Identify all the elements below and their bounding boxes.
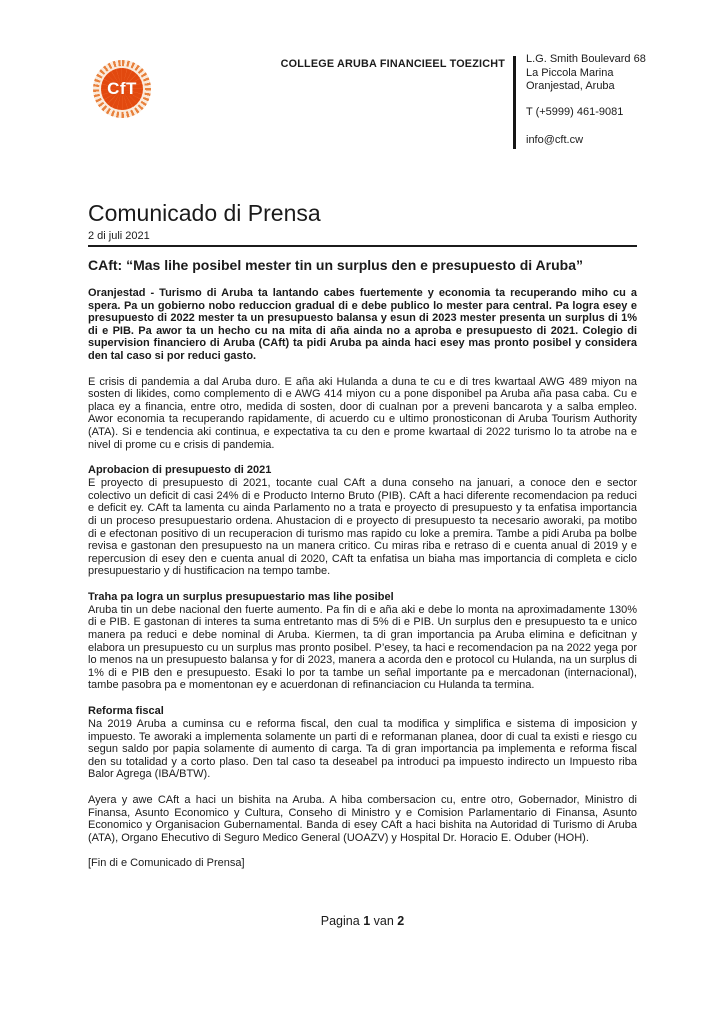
document-date: 2 di juli 2021 — [88, 230, 150, 242]
document-title: Comunicado di Prensa — [88, 200, 321, 226]
page-footer — [88, 914, 637, 928]
title-rule — [88, 245, 637, 247]
section-heading-budget-surplus: Traha pa logra un surplus presupuestario mas lihe posibel — [88, 590, 394, 603]
page-label: Pagina — [320, 914, 360, 928]
address-line: Oranjestad, Aruba — [526, 80, 615, 92]
address-line: L.G. Smith Boulevard 68 — [526, 53, 646, 65]
cft-logo-seal-icon — [101, 68, 143, 110]
lead-paragraph: Oranjestad - Turismo di Aruba ta lantando cabes fuertemente y economia ta recuperando miho cu a spera. Pa un gobierno nobo reduccion gradual di e debe publico lo mester para central. Pa logra esey e presupuesto di 2022 mester ta un presupuesto balansa y esun di 2023 mester presenta un surplus di 1% di e PIB. Pa awor ta un hecho cu na mita di aña ainda no a aproba e presupuesto di 2021. Colegio di supervision financiero di Aruba (CAft) ta pidi Aruba pa ainda haci esey mas pronto posibel y considera den tal caso si por reduci gasto. — [88, 287, 637, 362]
cft-logo — [93, 60, 151, 118]
section-paragraph: Na 2019 Aruba a cuminsa cu e reforma fiscal, den cual ta modifica y simplifica e sistema di imposicion y impuesto. Te aworaki a implementa solamente un parti di e reformanan planea, door di cual ta existi e riesgo cu segun saldo por papia solamente di aumento di carga. Ta di gran importancia pa implementa e reforma fiscal den su totalidad y a corto plaso. Den tal caso ta deseabel pa introduci pa impuesto indirecto un Impuesto riba Balor Agrega (IBA/BTW). — [88, 718, 637, 781]
press-release-headline: CAft: “Mas lihe posibel mester tin un surplus den e presupuesto di Aruba” — [88, 257, 583, 273]
section-paragraph: E proyecto di presupuesto di 2021, tocante cual CAft a duna conseho na januari, a conoce den e sector colectivo un deficit di casi 24% di e Producto Interno Bruto (PIB). CAft a haci diferente recomendacion pa reduci e deficit ey. CAft ta lamenta cu ainda Parlamento no a trata e proyecto di presupuesto y ta enfatisa importancia di un proceso presupuestario ordena. Ahustacion di e proyecto di presupuesto ta necesario aworaki, pa motibo di e efectonan positivo di un recuperacion di turismo mas rapido cu loke a premira. Tambe a pidi Aruba pa bolbe revisa e gastonan den presupuesto na un manera critico. Cu miras riba e retraso di e cuenta anual di 2019 y e repercusion di esey den e cuenta anual di 2020, CAft ta enfatisa un biaha mas importancia di completa e ciclo presupuestario y di hustificacion na tempo tambe. — [88, 477, 637, 578]
page-total: 2 — [397, 914, 405, 928]
email-address: info@cft.cw — [526, 134, 584, 146]
section-heading-budget-approval: Aprobacion di presupuesto di 2021 — [88, 464, 272, 477]
body-text — [88, 287, 637, 870]
document-content — [88, 200, 637, 883]
intro-paragraph: E crisis di pandemia a dal Aruba duro. E aña aki Hulanda a duna te cu e di tres kwartaal AWG 489 miyon na sosten di likides, como complemento di e AWG 414 miyon cu a pone disponibel pa Aruba aña pasa caba. Cu e placa ey a financia, entre otro, medida di sosten, door di cualnan por a preveni bancarota y a salba empleo. Awor economia ta recuperando rapidamente, di acuerdo cu e ultimo pronosticonan di Aruba Tourism Authority (ATA). Si e tendencia aki continua, e expectativa ta cu den e prome kwartaal di 2022 turismo lo ta atrobe na e nivel di prome cu e crisis di pandemia. — [88, 375, 637, 451]
page-current: 1 — [363, 914, 371, 928]
section-heading-fiscal-reform: Reforma fiscal — [88, 705, 164, 718]
cft-logo-letters: CfT — [107, 79, 137, 98]
page-separator: van — [373, 914, 394, 928]
section-paragraph: Ayera y awe CAft a haci un bishita na Aruba. A hiba combersacion cu, entre otro, Gobernador, Ministro di Finansa, Asunto Economico y Cultura, Conseho di Ministro y e Comision Parlamentario di Finansa, Asunto Economico y Organisacion Gubernamental. Banda di esey CAft a haci bishita na Autoridad di Turismo di Aruba (ATA), Organo Ehecutivo di Seguro Medico General (UOAZV) y Hospital Dr. Horacio E. Oduber (HOH). — [88, 794, 637, 844]
organization-name: COLLEGE ARUBA FINANCIEEL TOEZICHT — [280, 58, 505, 70]
closing-line: [Fin di e Comunicado di Prensa] — [88, 857, 245, 870]
phone-number: T (+5999) 461-9081 — [526, 105, 624, 118]
contact-block — [526, 53, 646, 148]
address-line: La Piccola Marina — [526, 66, 614, 79]
section-paragraph: Aruba tin un debe nacional den fuerte aumento. Pa fin di e aña aki e debe lo monta na aproximadamente 130% di e PIB. E gastonan di interes ta suma entretanto mas di 5% di e PIB. Un surplus den e presupuesto ta e unico manera pa reduci e debe nominal di Aruba. Kiermen, ta di gran importancia pa Aruba elimina e deficitnan y elabora un presupuesto cu un surplus mas pronto posibel. P’esey, ta haci e recomendacion pa na 2022 yega por lo menos na un presupuesto balansa y for di 2023, manera a acorda den e protocol cu Hulanda, na un surplus di 1% di e PIB den e presupuesto. Esaki lo por ta tambe un señal importante pa e mercadonan (internacional), tambe pasobra pa e momentonan ey e acuerdonan di refinanciacion cu Hulanda ta termina. — [88, 603, 637, 692]
letterhead-divider — [513, 56, 516, 149]
